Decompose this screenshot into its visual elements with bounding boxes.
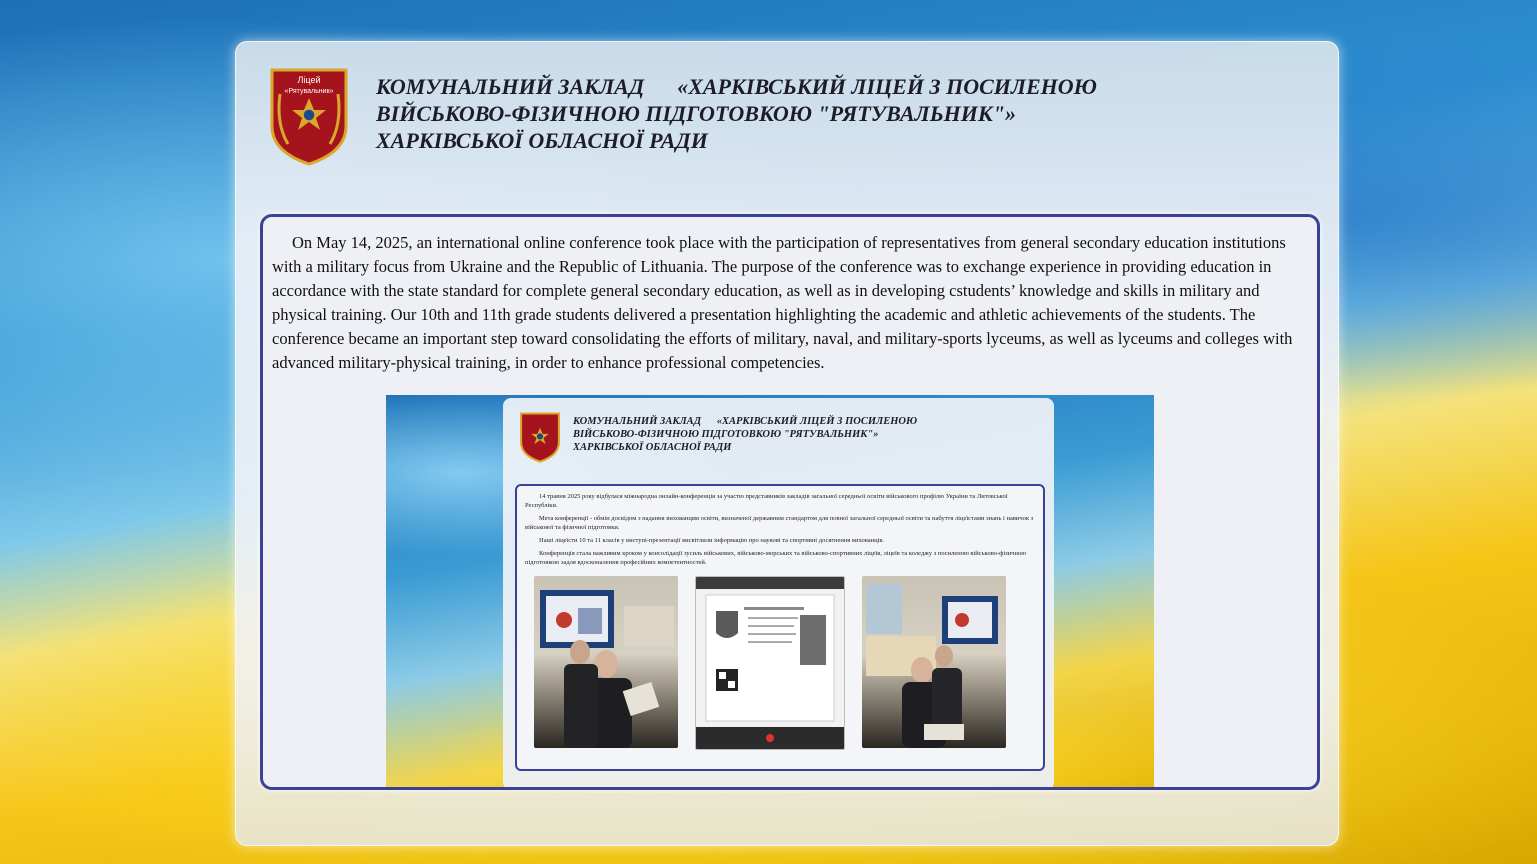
embedded-paragraph: Конференція стала важливим кроком у консолідації зусиль військових, військово-морських та військово-спортивних ліцеїв, ліцеїв та коледжу з посиленою військово-фізичною підготовкою задля вдосконалення професійних компетентностей. xyxy=(525,550,1027,566)
presentation-screenshot xyxy=(695,576,845,750)
lyceum-emblem-icon xyxy=(266,64,352,168)
embedded-title xyxy=(573,415,1033,454)
emblem-top-text: Ліцей xyxy=(297,75,321,85)
emblem-bottom-text: «Рятувальник» xyxy=(284,88,334,95)
main-panel xyxy=(235,41,1339,846)
embedded-content-box xyxy=(515,484,1045,771)
embedded-title-line-2: ВІЙСЬКОВО-ФІЗИЧНОЮ ПІДГОТОВКОЮ "РЯТУВАЛЬНИК"» xyxy=(573,429,879,440)
title-line-3: ХАРКІВСЬКОЇ ОБЛАСНОЇ РАДИ xyxy=(376,128,708,153)
embedded-page-screenshot xyxy=(503,398,1054,787)
lyceum-emblem-icon xyxy=(518,410,562,464)
news-image xyxy=(386,395,1154,787)
title-line-2: ВІЙСЬКОВО-ФІЗИЧНОЮ ПІДГОТОВКОЮ "РЯТУВАЛЬНИК"» xyxy=(376,101,1017,126)
embedded-paragraph: Наші ліцеїсти 10 та 11 класів у виступі-презентації висвітлили інформацію про наукові та спортивні досягнення вихованців. xyxy=(539,537,885,544)
embedded-title-line-3: ХАРКІВСЬКОЇ ОБЛАСНОЇ РАДИ xyxy=(573,442,732,453)
title-line-1: КОМУНАЛЬНИЙ ЗАКЛАД «ХАРКІВСЬКИЙ ЛІЦЕЙ З ПОСИЛЕНОЮ xyxy=(376,74,1097,99)
news-content-box xyxy=(260,214,1320,790)
classroom-photo xyxy=(534,576,678,748)
page-title xyxy=(376,73,1276,154)
site-header xyxy=(236,42,1338,192)
embedded-title-line-1: КОМУНАЛЬНИЙ ЗАКЛАД «ХАРКІВСЬКИЙ ЛІЦЕЙ З ПОСИЛЕНОЮ xyxy=(573,416,918,427)
embedded-paragraph: Мета конференції - обмін досвідом з надання вихованцям освіти, визначеної державним стандартом для повної загальної середньої освіти та набуття ліцеїстами знань і навичок з військової та фізичної підготовки. xyxy=(525,515,1034,531)
embedded-paragraph: 14 травня 2025 року відбулася міжнародна онлайн-конференція за участю представників закладів загальної середньої освіти військового профілю України та Литовської Республіки. xyxy=(525,493,1008,509)
article-text: On May 14, 2025, an international online conference took place with the participation of representatives from general secondary education institutions with a military focus from Ukraine and the Republic of Lithuania. The purpose of the conference was to exchange experience in providing education in accordance with the state standard for complete general secondary education, as well as in developing cstudents’ knowledge and skills in military and physical training. Our 10th and 11th grade students delivered a presentation highlighting the academic and athletic achievements of the students. The conference became an important step toward consolidating the efforts of military, naval, and military-sports lyceums, as well as lyceums and colleges with advanced military-physical training, in order to enhance professional competencies. xyxy=(272,233,1293,372)
classroom-photo xyxy=(862,576,1006,748)
